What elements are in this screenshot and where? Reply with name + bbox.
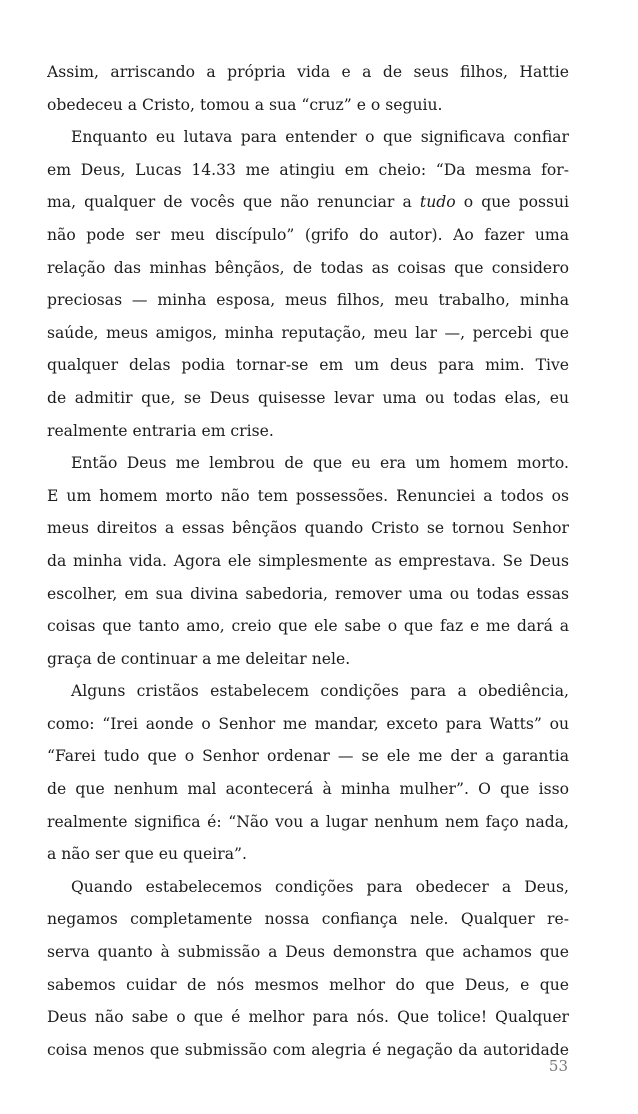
text-line: como: “Irei aonde o Senhor me mandar, exceto para Watts” ou — [47, 714, 569, 733]
text-line: Então Deus me lembrou de que eu era um homem morto. — [71, 454, 569, 473]
text-line: em Deus, Lucas 14.33 me atingiu em cheio: “Da mesma for- — [47, 160, 569, 179]
text-line: preciosas — minha esposa, meus filhos, meu trabalho, minha — [47, 291, 569, 310]
text-line: de admitir que, se Deus quisesse levar uma ou todas elas, eu — [47, 388, 569, 407]
text-line: Alguns cristãos estabelecem condições para a obediência, — [71, 682, 569, 701]
text-line: relação das minhas bênçãos, de todas as coisas que considero — [47, 258, 569, 277]
italic-emphasis: tudo — [419, 193, 456, 212]
text-line: não pode ser meu discípulo” (grifo do autor). Ao fazer uma — [47, 225, 569, 244]
text-line: qualquer delas podia tornar-se em um deus para mim. Tive — [47, 356, 569, 375]
text-line: negamos completamente nossa confiança nele. Qualquer re- — [47, 910, 569, 929]
text-line: a não ser que eu queira”. — [47, 845, 247, 864]
text-fragment: o que possui — [455, 193, 569, 212]
text-line: de que nenhum mal acontecerá à minha mulher”. O que isso — [47, 780, 569, 799]
text-line: Deus não sabe o que é melhor para nós. Que tolice! Qualquer — [47, 1008, 569, 1027]
text-fragment: ma, qualquer de vocês que não renunciar a — [47, 193, 420, 212]
text-line: coisas que tanto amo, creio que ele sabe o que faz e me dará a — [47, 617, 569, 636]
text-line: coisa menos que submissão com alegria é negação da autoridade — [47, 1040, 569, 1059]
text-line: escolher, em sua divina sabedoria, remover uma ou todas essas — [47, 584, 569, 603]
text-line: realmente entraria em crise. — [47, 421, 274, 440]
book-page-body — [47, 56, 569, 1066]
text-line: E um homem morto não tem possessões. Renunciei a todos os — [47, 486, 569, 505]
text-line: da minha vida. Agora ele simplesmente as emprestava. Se Deus — [47, 551, 569, 570]
text-line: graça de continuar a me deleitar nele. — [47, 649, 351, 668]
text-line: meus direitos a essas bênçãos quando Cristo se tornou Senhor — [47, 519, 569, 538]
page-number: 53 — [548, 1057, 568, 1075]
text-line: realmente significa é: “Não vou a lugar nenhum nem faço nada, — [47, 812, 569, 831]
text-line: serva quanto à submissão a Deus demonstra que achamos que — [47, 943, 569, 962]
text-line: sabemos cuidar de nós mesmos melhor do que Deus, e que — [47, 975, 569, 994]
text-line: saúde, meus amigos, minha reputação, meu lar —, percebi que — [47, 323, 569, 342]
text-line-with-italic — [47, 186, 569, 219]
text-line: “Farei tudo que o Senhor ordenar — se ele me der a garantia — [47, 747, 569, 766]
text-line: Assim, arriscando a própria vida e a de seus filhos, Hattie — [47, 63, 569, 81]
text-line: obedeceu a Cristo, tomou a sua “cruz” e o seguiu. — [47, 95, 443, 114]
text-line: Enquanto eu lutava para entender o que significava confiar — [71, 128, 569, 147]
text-line: Quando estabelecemos condições para obedecer a Deus, — [71, 877, 569, 896]
